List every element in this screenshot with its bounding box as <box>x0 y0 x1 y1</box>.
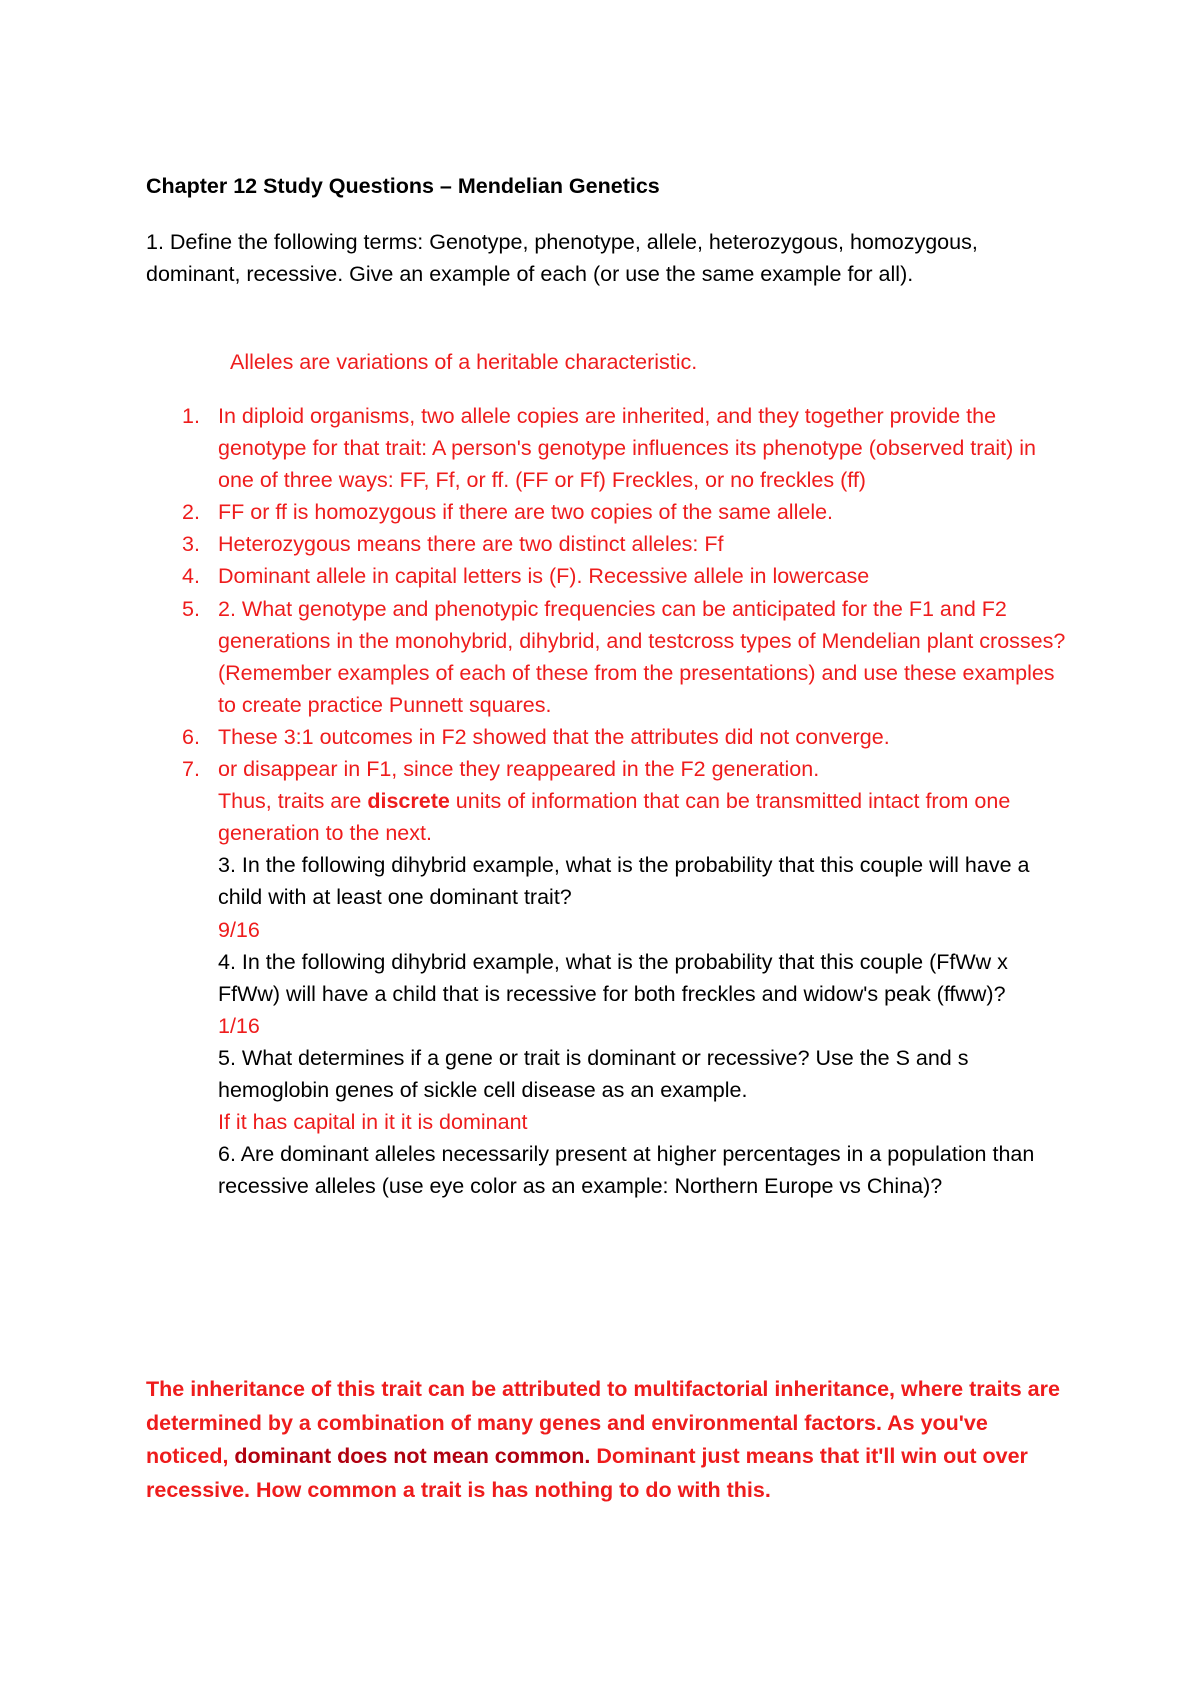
list-text: Heterozygous means there are two distinct alleles: Ff <box>218 532 724 557</box>
question-3: 3. In the following dihybrid example, what is the probability that this couple will have a child with at least one dominant trait? <box>218 853 1030 910</box>
final-answer-paragraph <box>146 1373 1076 1507</box>
answer-list <box>170 400 1070 1202</box>
list-item <box>170 593 1070 721</box>
answer-4: 1/16 <box>218 1013 260 1038</box>
page-title: Chapter 12 Study Questions – Mendelian Genetics <box>146 174 660 198</box>
final-part-2: Dominant just means that it'll win out over recessive. How common a trait is has nothing to do with this. <box>146 1444 1028 1502</box>
continuation-post: units of information that can be transmitted intact from one generation to the next. <box>218 789 1011 846</box>
list-item <box>170 496 1070 528</box>
list-number: 2. <box>182 500 200 525</box>
list-text: FF or ff is homozygous if there are two copies of the same allele. <box>218 500 834 525</box>
list-text: In diploid organisms, two allele copies are inherited, and they together provide the genotype for that trait: A person's genotype influences its phenotype (observed trait) in one of three ways: FF, Ff, or ff. (FF or Ff) Freckles, or no freckles (ff) <box>218 404 1037 493</box>
list-number: 4. <box>182 564 200 589</box>
final-part-1: The inheritance of this trait can be attributed to multifactorial inheritance, where traits are determined by a combination of many genes and environmental factors. As you've noticed, <box>146 1377 1060 1468</box>
question-4: 4. In the following dihybrid example, what is the probability that this couple (FfWw x FfWw) will have a child that is recessive for both freckles and widow's peak (ffww)? <box>218 949 1008 1006</box>
list-item <box>170 528 1070 560</box>
list-text: or disappear in F1, since they reappeared in the F2 generation. <box>218 757 820 782</box>
list-item <box>170 721 1070 753</box>
list-number: 7. <box>182 757 200 782</box>
final-emphasis: dominant does not mean common. <box>234 1444 591 1468</box>
question-5: 5. What determines if a gene or trait is dominant or recessive? Use the S and s hemoglobin genes of sickle cell disease as an example. <box>218 1045 969 1102</box>
continuation-pre: Thus, traits are <box>218 789 368 814</box>
answer-3: 9/16 <box>218 917 260 942</box>
alleles-definition: Alleles are variations of a heritable characteristic. <box>230 350 698 374</box>
list-text: Dominant allele in capital letters is (F). Recessive allele in lowercase <box>218 564 870 589</box>
list-item <box>170 753 1070 1202</box>
list-text: These 3:1 outcomes in F2 showed that the attributes did not converge. <box>218 724 890 749</box>
list-item <box>170 400 1070 496</box>
discrete-emphasis: discrete <box>367 789 450 814</box>
list-number: 6. <box>182 724 200 749</box>
answer-5: If it has capital in it it is dominant <box>218 1110 528 1135</box>
list-number: 5. <box>182 596 200 621</box>
list-number: 3. <box>182 532 200 557</box>
question-6: 6. Are dominant alleles necessarily present at higher percentages in a population than recessive alleles (use eye color as an example: Northern Europe vs China)? <box>218 1142 1035 1199</box>
list-item <box>170 560 1070 592</box>
item-7-continuation <box>218 785 1070 849</box>
list-text: 2. What genotype and phenotypic frequencies can be anticipated for the F1 and F2 generations in the monohybrid, dihybrid, and testcross types of Mendelian plant crosses? (Remember examples of each of these from the presentations) and use these examples to create practice Punnett squares. <box>218 596 1066 717</box>
list-number: 1. <box>182 404 200 428</box>
question-1: 1. Define the following terms: Genotype, phenotype, allele, heterozygous, homozygous, dominant, recessive. Give an example of each (or use the same example for all). <box>146 230 978 287</box>
